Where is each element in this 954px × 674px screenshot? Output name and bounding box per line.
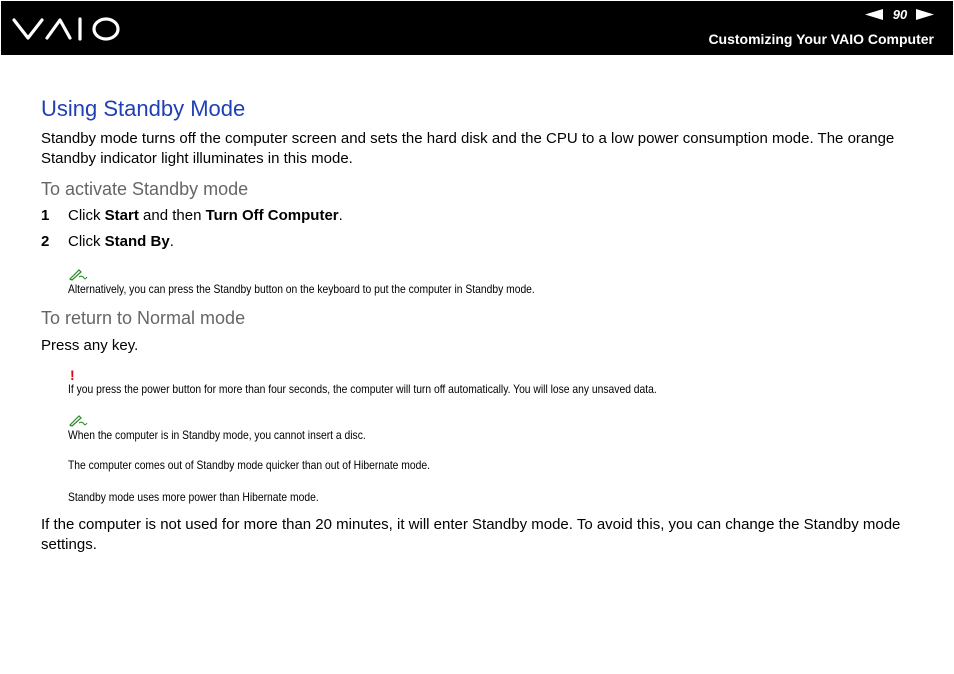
note-pencil-icon [68, 267, 88, 281]
left-arrow-icon[interactable] [865, 9, 883, 20]
return-subheading: To return to Normal mode [41, 308, 246, 328]
closing-paragraph: If the computer is not used for more than 20 minutes, it will enter Standby mode. To avoid this, you can change the Standby mode settings. [41, 516, 901, 553]
turn-off-computer-label: Turn Off Computer [205, 207, 339, 224]
activate-subheading: To activate Standby mode [41, 179, 249, 199]
hibernate-speed-note: The computer comes out of Standby mode quicker than out of Hibernate mode. [68, 458, 430, 472]
power-button-warning: If you press the power button for more than four seconds, the computer will turn off automatically. You will lose any unsaved data. [68, 382, 657, 396]
step-1 [41, 206, 343, 226]
step-number: 1 [41, 207, 50, 224]
page-heading: Using Standby Mode [41, 96, 246, 121]
step-text: and then [138, 207, 206, 224]
step-text: Click [68, 207, 105, 224]
warning-icon: ! [70, 367, 75, 383]
note-pencil-icon [68, 413, 88, 427]
step-text: . [169, 233, 174, 250]
standby-button-note: Alternatively, you can press the Standby button on the keyboard to put the computer in Standby mode. [68, 282, 535, 296]
stand-by-label: Stand By [104, 233, 170, 250]
press-any-key-text: Press any key. [41, 337, 139, 354]
section-title: Customizing Your VAIO Computer [708, 31, 934, 47]
page-navigation [865, 7, 937, 23]
step-text: . [338, 207, 343, 224]
step-number: 2 [41, 233, 50, 250]
disc-note: When the computer is in Standby mode, you cannot insert a disc. [68, 428, 366, 442]
hibernate-power-note: Standby mode uses more power than Hibernate mode. [68, 490, 319, 504]
vaio-logo [12, 15, 122, 43]
step-2 [41, 232, 174, 252]
right-arrow-icon[interactable] [916, 9, 934, 20]
start-label: Start [104, 207, 139, 224]
page-number: 90 [892, 7, 908, 22]
step-text: Click [68, 233, 105, 250]
intro-paragraph: Standby mode turns off the computer screen and sets the hard disk and the CPU to a low power consumption mode. The orange Standby indicator light illuminates in this mode. [41, 130, 895, 167]
page-header [1, 1, 953, 55]
